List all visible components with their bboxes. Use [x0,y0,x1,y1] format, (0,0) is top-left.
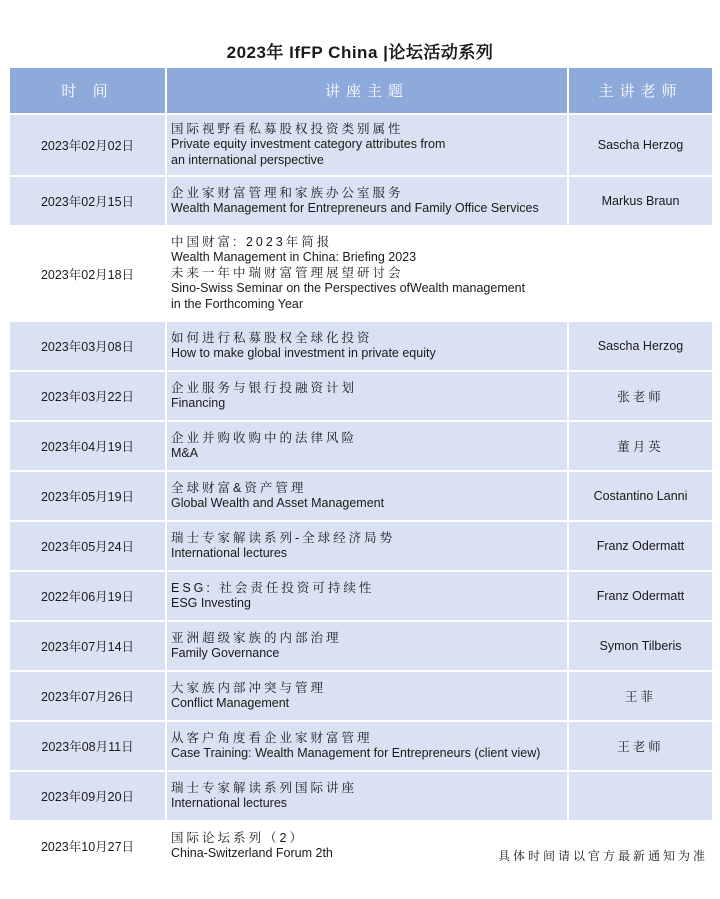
table-row [10,672,712,720]
row-date: 2023年02月18日 [10,227,165,320]
row-date: 2023年03月22日 [10,372,165,420]
topic-line: International lectures [171,796,288,810]
row-speaker: Sascha Herzog [569,115,712,175]
topic-line: M&A [171,446,199,460]
row-speaker: Markus Braun [569,177,712,225]
row-topic [167,672,567,720]
row-topic [167,422,567,470]
topic-line: an international perspective [171,152,324,167]
topic-line: Sino-Swiss Seminar on the Perspectives ofWealth management [171,281,526,296]
row-date: 2023年08月11日 [10,722,165,770]
topic-line: Case Training: Wealth Management for Entrepreneurs (client view) [171,746,541,760]
row-speaker: Costantino Lanni [569,472,712,520]
row-speaker: Franz Odermatt [569,522,712,570]
topic-line: Wealth Management for Entrepreneurs and Family Office Services [171,201,539,215]
table-row [10,472,712,520]
table-row [10,772,712,820]
row-date: 2023年05月24日 [10,522,165,570]
row-speaker: 王菲 [569,672,712,720]
row-topic [167,322,567,370]
topic-line: 企业家财富管理和家族办公室服务 [171,185,404,200]
topic-line: ESG Investing [171,596,251,610]
row-date: 2023年07月26日 [10,672,165,720]
topic-line: 瑞士专家解读系列国际讲座 [171,780,358,795]
row-topic [167,177,567,225]
table-row [10,372,712,420]
topic-line: Financing [171,396,226,410]
row-date: 2023年07月14日 [10,622,165,670]
header-date: 时 间 [10,68,165,113]
row-speaker: 王老师 [569,722,712,770]
table-row [10,227,712,320]
row-topic [167,115,567,175]
row-speaker [569,772,712,820]
row-topic [167,472,567,520]
table-header-row [10,68,712,113]
topic-line: 全球财富&资产管理 [171,480,307,495]
topic-line: Private equity investment category attributes from [171,137,446,152]
table-row [10,622,712,670]
row-topic [167,227,567,320]
topic-line: 如何进行私募股权全球化投资 [171,330,373,345]
topic-line: 国际视野看私募股权投资类别属性 [171,121,404,136]
topic-line: 企业服务与银行投融资计划 [171,380,358,395]
table-row [10,572,712,620]
topic-line: in the Forthcoming Year [171,296,304,311]
topic-line: 未来一年中瑞财富管理展望研讨会 [171,265,404,280]
row-date: 2022年06月19日 [10,572,165,620]
row-speaker: Sascha Herzog [569,322,712,370]
row-date: 2023年03月08日 [10,322,165,370]
schedule-table [8,66,714,872]
header-speaker: 主讲老师 [569,68,712,113]
table-row [10,522,712,570]
header-topic: 讲座主题 [167,68,567,113]
page-title: 2023年 IfFP China |论坛活动系列 [226,43,494,62]
topic-line: 国际论坛系列（2） [171,830,305,845]
table-row [10,177,712,225]
topic-line: 大家族内部冲突与管理 [171,680,327,695]
topic-line: How to make global investment in private equity [171,346,436,360]
topic-line: Wealth Management in China: Briefing 2023 [171,250,417,265]
topic-line: ESG: 社会责任投资可持续性 [171,580,375,595]
row-speaker: Franz Odermatt [569,572,712,620]
row-topic [167,522,567,570]
topic-line: International lectures [171,546,288,560]
row-topic [167,572,567,620]
topic-line: 从客户角度看企业家财富管理 [171,730,373,745]
row-date: 2023年02月02日 [10,115,165,175]
row-date: 2023年05月19日 [10,472,165,520]
topic-line: China-Switzerland Forum 2th [171,846,333,860]
table-row [10,322,712,370]
row-date: 2023年09月20日 [10,772,165,820]
row-date: 2023年02月15日 [10,177,165,225]
row-speaker [569,227,712,320]
row-topic [167,372,567,420]
row-speaker: 董月英 [569,422,712,470]
table-row [10,115,712,175]
topic-line: Global Wealth and Asset Management [171,496,385,510]
footnote: 具体时间请以官方最新通知为准 [497,849,708,863]
row-speaker: 张老师 [569,372,712,420]
table-row [10,422,712,470]
row-date: 2023年04月19日 [10,422,165,470]
topic-line: 中国财富: 2023年简报 [171,234,333,249]
topic-line: 瑞士专家解读系列-全球经济局势 [171,530,396,545]
row-topic [167,722,567,770]
topic-line: 亚洲超级家族的内部治理 [171,630,342,645]
row-topic [167,622,567,670]
topic-line: Family Governance [171,646,280,660]
topic-line: 企业并购收购中的法律风险 [171,430,358,445]
row-topic [167,772,567,820]
row-speaker: Symon Tilberis [569,622,712,670]
topic-line: Conflict Management [171,696,290,710]
row-date: 2023年10月27日 [10,822,165,870]
table-row [10,722,712,770]
